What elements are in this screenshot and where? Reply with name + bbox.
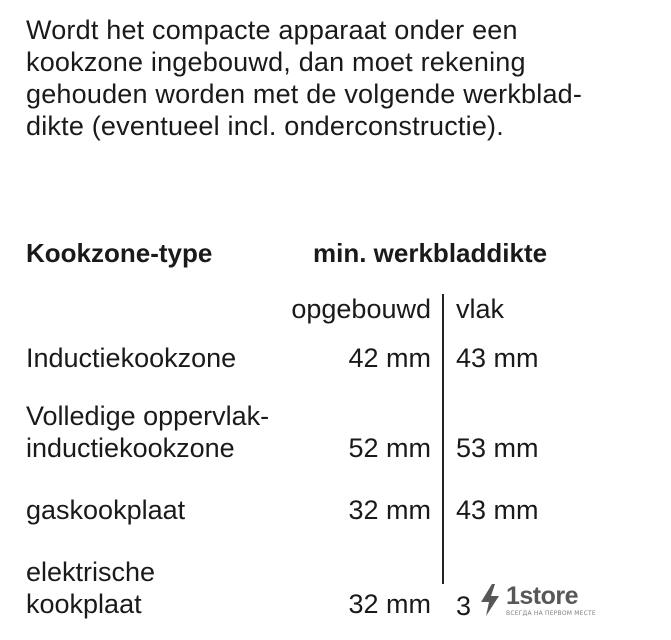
row-name-volledige-line1: Volledige oppervlak- — [26, 401, 270, 431]
column-divider — [442, 294, 444, 584]
row-value-vlak: 53 mm — [456, 433, 539, 463]
watermark-logo — [478, 583, 596, 617]
row-value-vlak-obscured: 3 — [456, 591, 472, 621]
intro-line: gehouden worden met de volgende werkblad- — [26, 79, 583, 109]
intro-line: kookzone ingebouwd, dan moet rekening — [26, 47, 526, 77]
row-value-opgebouwd: 42 mm — [348, 343, 431, 373]
row-value-opgebouwd: 52 mm — [348, 433, 431, 463]
lightning-bolt-icon — [478, 583, 502, 617]
row-name-elektrische-line2: kookplaat — [26, 589, 142, 619]
watermark-tagline: ВСЕГДА НА ПЕРВОМ МЕСТЕ — [506, 609, 596, 617]
column-header-min-thickness: min. werkbladdikte — [313, 238, 548, 268]
subheader-vlak: vlak — [456, 294, 505, 324]
intro-paragraph — [26, 14, 656, 142]
column-header-type: Kookzone-type — [26, 238, 213, 268]
row-name-elektrische-line1: elektrische — [26, 557, 156, 587]
row-name-gaskookplaat: gaskookplaat — [26, 495, 186, 525]
watermark-brand: 1store — [506, 581, 579, 610]
row-value-opgebouwd: 32 mm — [348, 495, 431, 525]
intro-line: dikte (eventueel incl. onderconstructie). — [26, 111, 504, 141]
row-name-volledige-line2: inductiekookzone — [26, 433, 235, 463]
subheader-opgebouwd: opgebouwd — [291, 294, 431, 324]
intro-line: Wordt het compacte apparaat onder een — [26, 15, 518, 45]
row-name-inductiekookzone: Inductiekookzone — [26, 343, 237, 373]
row-value-vlak: 43 mm — [456, 495, 539, 525]
row-value-vlak: 43 mm — [456, 343, 539, 373]
row-value-opgebouwd: 32 mm — [348, 589, 431, 619]
